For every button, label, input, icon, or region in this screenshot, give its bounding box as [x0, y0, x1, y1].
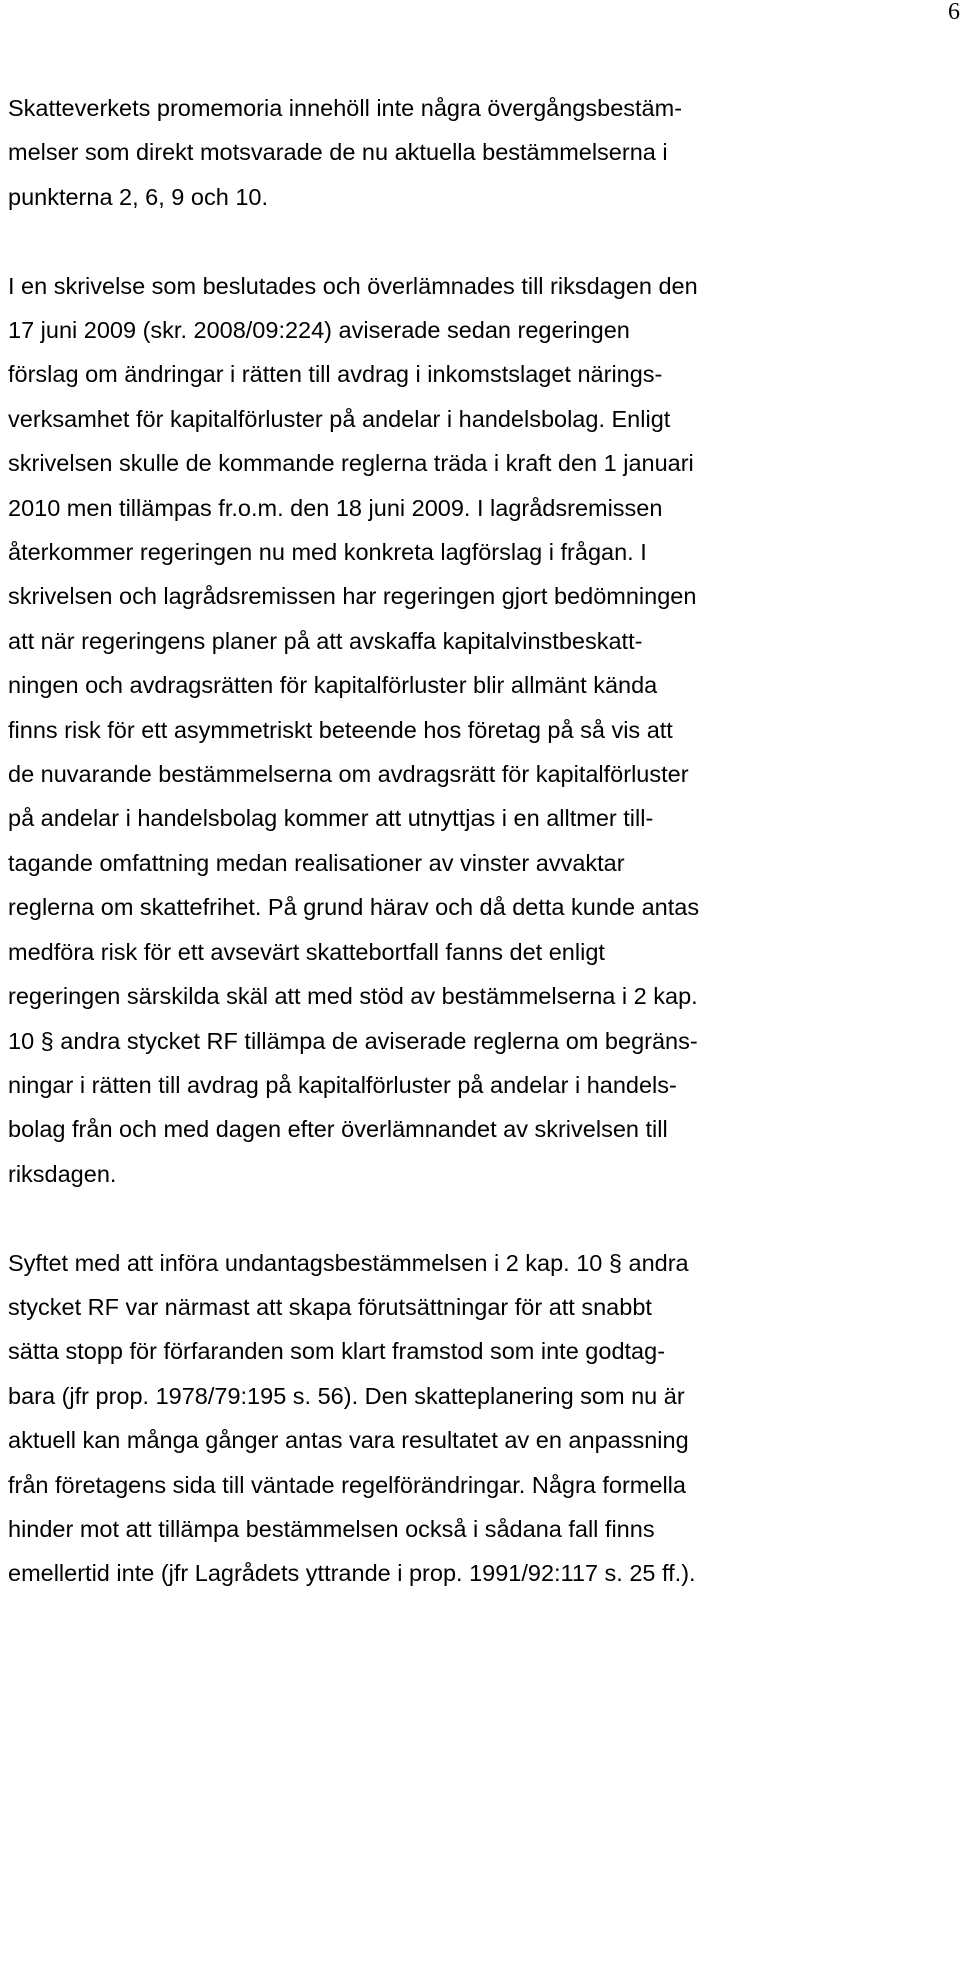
text-line: bara (jfr prop. 1978/79:195 s. 56). Den skatteplanering som nu är — [8, 1382, 685, 1409]
paragraph-spacer — [8, 1196, 958, 1240]
text-line: återkommer regeringen nu med konkreta lagförslag i frågan. I — [8, 539, 647, 566]
text-line: från företagens sida till väntade regelförändringar. Några formella — [8, 1471, 686, 1498]
text-line: verksamhet för kapitalförluster på andelar i handelsbolag. Enligt — [8, 405, 671, 432]
text-line: förslag om ändringar i rätten till avdrag i inkomstslaget närings- — [8, 361, 663, 388]
text-line: 10 § andra stycket RF tillämpa de aviserade reglerna om begräns- — [8, 1027, 698, 1054]
text-line: att när regeringens planer på att avskaffa kapitalvinstbeskatt- — [8, 627, 643, 654]
text-line: aktuell kan många gånger antas vara resultatet av en anpassning — [8, 1427, 689, 1454]
paragraph — [8, 86, 958, 219]
text-line: tagande omfattning medan realisationer av vinster avvaktar — [8, 849, 625, 876]
text-line: Skatteverkets promemoria innehöll inte några övergångsbestäm- — [8, 95, 683, 121]
paragraph — [8, 264, 958, 1197]
text-line: på andelar i handelsbolag kommer att utnyttjas i en alltmer till- — [8, 805, 654, 832]
text-line: sätta stopp för förfaranden som klart framstod som inte godtag- — [8, 1338, 666, 1365]
text-line: emellertid inte (jfr Lagrådets yttrande i prop. 1991/92:117 s. 25 ff.). — [8, 1560, 696, 1587]
text-line: 17 juni 2009 (skr. 2008/09:224) aviserade sedan regeringen — [8, 317, 630, 344]
text-line: ningar i rätten till avdrag på kapitalförluster på andelar i handels- — [8, 1071, 677, 1098]
text-line: stycket RF var närmast att skapa förutsättningar för att snabbt — [8, 1293, 652, 1320]
text-line: ningen och avdragsrätten för kapitalförluster blir allmänt kända — [8, 672, 658, 699]
text-line: medföra risk för ett avsevärt skattebortfall fanns det enligt — [8, 938, 605, 965]
paragraph — [8, 1241, 958, 1596]
page-number: 6 — [948, 0, 960, 25]
paragraph-spacer — [8, 219, 958, 263]
text-line: riksdagen. — [8, 1160, 117, 1187]
text-line: punkterna 2, 6, 9 och 10. — [8, 183, 268, 210]
text-line: Syftet med att införa undantagsbestämmelsen i 2 kap. 10 § andra — [8, 1249, 689, 1276]
text-line: finns risk för ett asymmetriskt beteende hos företag på så vis att — [8, 716, 673, 743]
text-line: reglerna om skattefrihet. På grund härav och då detta kunde antas — [8, 894, 700, 921]
text-line: skrivelsen och lagrådsremissen har regeringen gjort bedömningen — [8, 583, 697, 610]
text-line: I en skrivelse som beslutades och överlämnades till riksdagen den — [8, 272, 698, 299]
text-line: de nuvarande bestämmelserna om avdragsrätt för kapitalförluster — [8, 761, 689, 788]
text-line: hinder mot att tillämpa bestämmelsen också i sådana fall finns — [8, 1515, 655, 1542]
text-line: melser som direkt motsvarade de nu aktuella bestämmelserna i — [8, 139, 668, 166]
document-body — [8, 86, 958, 1596]
text-line: skrivelsen skulle de kommande reglerna träda i kraft den 1 januari — [8, 450, 694, 477]
text-line: 2010 men tillämpas fr.o.m. den 18 juni 2009. I lagrådsremissen — [8, 494, 663, 521]
text-line: bolag från och med dagen efter överlämnandet av skrivelsen till — [8, 1116, 668, 1143]
text-line: regeringen särskilda skäl att med stöd av bestämmelserna i 2 kap. — [8, 983, 698, 1010]
